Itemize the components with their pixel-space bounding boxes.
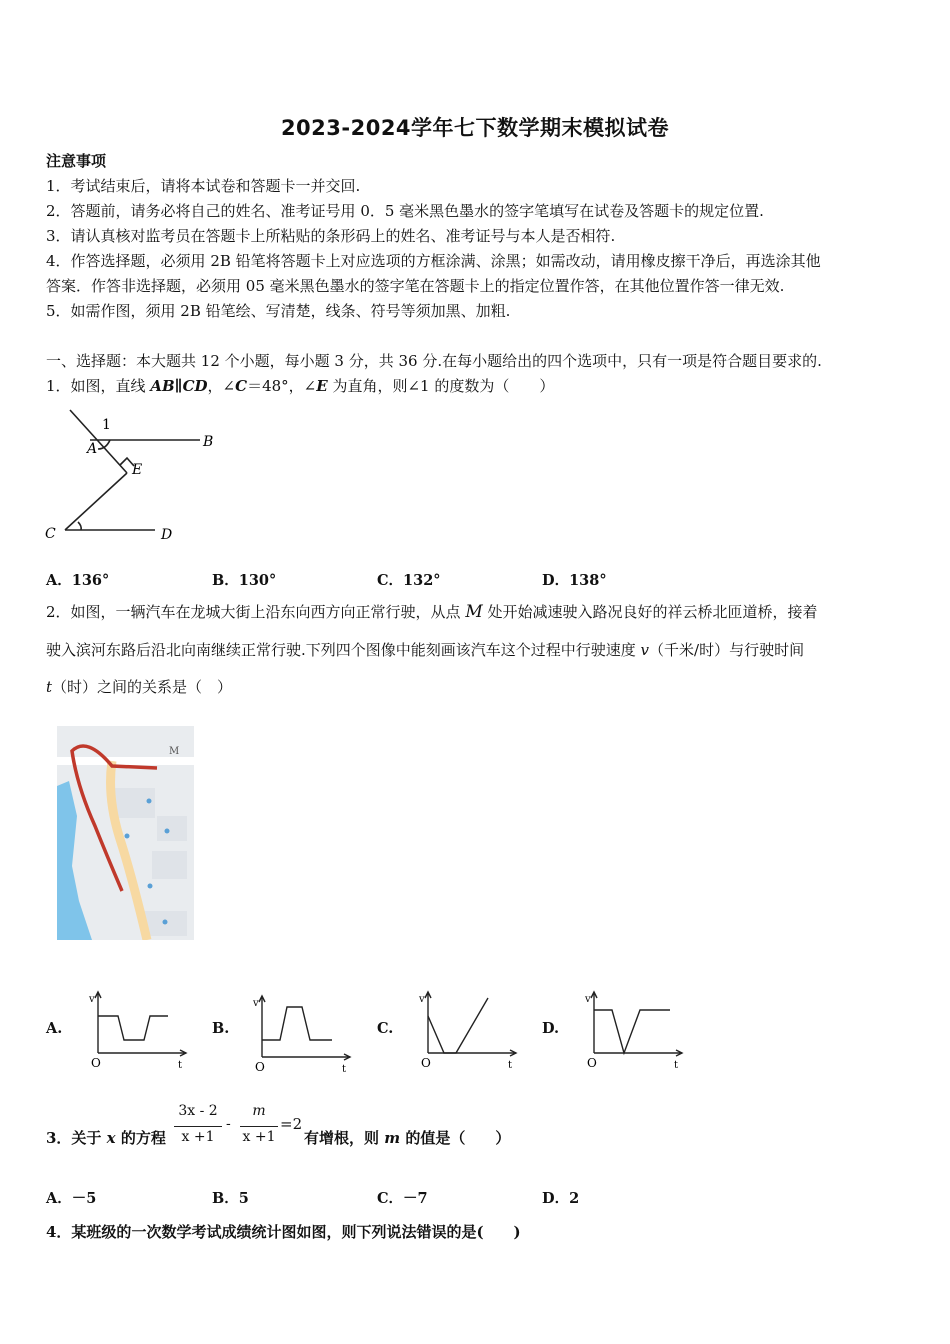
axis-origin: O	[587, 1056, 597, 1070]
question-1-stem: 1．如图，直线 AB∥CD，∠C＝48°，∠E 为直角，则∠1 的度数为（ ）	[46, 377, 555, 395]
question-3-equation: 3x - 2 x +1 - m x +1 =2	[172, 1103, 302, 1151]
axis-t: t	[178, 1060, 183, 1071]
axis-origin: O	[255, 1060, 265, 1074]
q3-option-c[interactable]: C．－7	[377, 1190, 428, 1207]
figure-label-B: B	[203, 434, 214, 450]
section-heading: 一、选择题：本大题共 12 个小题，每小题 3 分，共 36 分.在每小题给出的四个选项中，只有一项是符合题目要求的.	[46, 352, 822, 370]
notice-item: 2．答题前，请务必将自己的姓名、准考证号用 0．5 毫米黑色墨水的签字笔填写在试卷及答题卡的规定位置.	[46, 202, 764, 220]
figure-label-A: A	[87, 441, 98, 457]
q1-option-d[interactable]: D．138°	[542, 572, 607, 589]
question-3-stem-end: 有增根，则 m 的值是（ ）	[304, 1129, 511, 1147]
question-3-stem: 3．关于 x 的方程	[46, 1129, 166, 1147]
q1-option-a[interactable]: A．136°	[46, 572, 110, 589]
notice-heading: 注意事项	[46, 152, 107, 170]
notice-item: 答案．作答非选择题，必须用 05 毫米黑色墨水的签字笔在答题卡上的指定位置作答，在其他位置作答一律无效.	[46, 277, 785, 295]
q3-option-b[interactable]: B．5	[212, 1190, 249, 1207]
q3-option-d[interactable]: D．2	[542, 1190, 580, 1207]
figure-label-1: 1	[102, 417, 111, 433]
question-2-line3: t（时）之间的关系是（ ）	[46, 678, 233, 696]
notice-item: 3．请认真核对监考员在答题卡上所粘贴的条形码上的姓名、准考证号与本人是否相符.	[46, 227, 616, 245]
axis-t: t	[508, 1060, 513, 1071]
q2-graph-b	[250, 992, 360, 1082]
axis-origin: O	[91, 1056, 101, 1070]
question-1-figure	[40, 405, 240, 550]
notice-item: 4．作答选择题，必须用 2B 铅笔将答题卡上对应选项的方框涂满、涂黑；如需改动，请用橡皮擦干净后，再选涂其他	[46, 252, 821, 270]
q1-option-c[interactable]: C．132°	[377, 572, 441, 589]
axis-v: v	[419, 994, 425, 1005]
q2-graph-d	[582, 988, 692, 1078]
q3-option-a[interactable]: A．－5	[46, 1190, 97, 1207]
page-title: 2023-2024学年七下数学期末模拟试卷	[280, 116, 670, 140]
question-2-line1: 2．如图，一辆汽车在龙城大街上沿东向西方向正常行驶，从点 M 处开始减速驶入路况良好的祥云桥北匝道桥，接着	[46, 602, 818, 622]
notice-item: 5．如需作图，须用 2B 铅笔绘、写清楚，线条、符号等须加黑、加粗.	[46, 302, 511, 320]
q2-graph-a	[86, 988, 196, 1078]
q2-option-c[interactable]: C.	[377, 1020, 394, 1037]
figure-label-C: C	[45, 526, 56, 542]
question-2-map	[57, 726, 194, 940]
figure-label-E: E	[132, 462, 143, 478]
question-2-line2: 驶入滨河东路后沿北向南继续正常行驶.下列四个图像中能刻画该汽车这个过程中行驶速度 v（千米/时）与行驶时间	[46, 641, 805, 659]
map-label-m: M	[169, 746, 180, 757]
figure-label-D: D	[161, 527, 173, 543]
notice-item: 1．考试结束后，请将本试卷和答题卡一并交回.	[46, 177, 361, 195]
axis-v: v	[585, 994, 591, 1005]
q1-option-b[interactable]: B．130°	[212, 572, 277, 589]
axis-t: t	[674, 1060, 679, 1071]
axis-v: v	[89, 994, 95, 1005]
q2-option-b[interactable]: B.	[212, 1020, 230, 1037]
question-4-stem: 4．某班级的一次数学考试成绩统计图如图，则下列说法错误的是( )	[46, 1223, 521, 1241]
axis-t: t	[342, 1064, 347, 1075]
axis-origin: O	[421, 1056, 431, 1070]
q2-graph-c	[416, 988, 526, 1078]
axis-v: v	[253, 998, 259, 1009]
q2-option-d[interactable]: D.	[542, 1020, 560, 1037]
q2-option-a[interactable]: A.	[46, 1020, 63, 1037]
